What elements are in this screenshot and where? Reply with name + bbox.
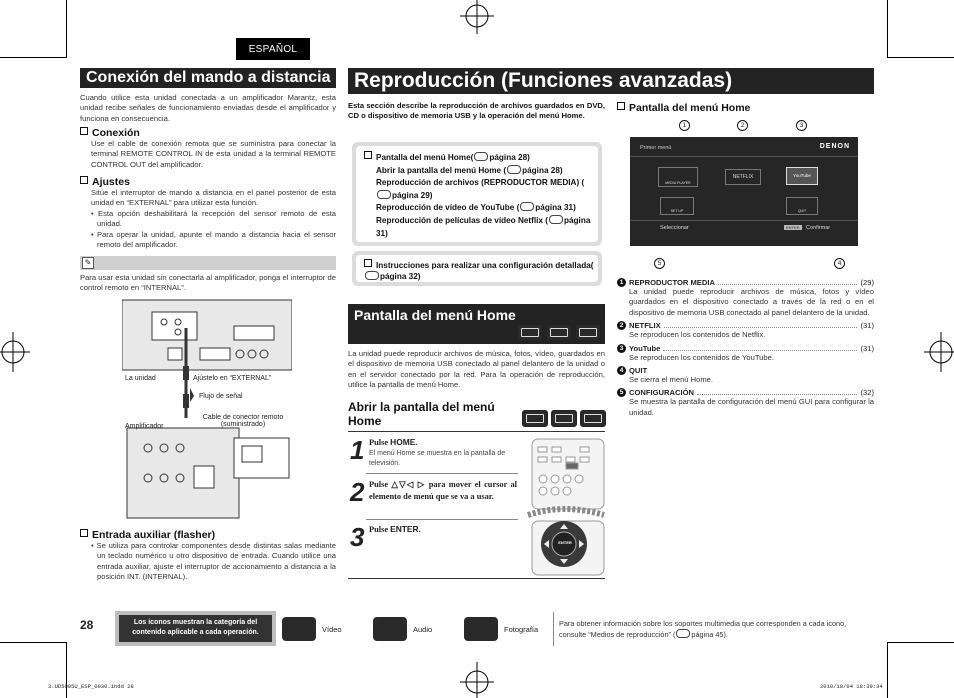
aux-text: • Se utiliza para controlar componentes desde distintas salas mediante un teclado numérico u otro dispositivo de entrada. Cuando utilice una entrada auxiliar, ajuste el interruptor de accionamiento a distancia a la posición INT. (INTERNAL). <box>91 541 336 582</box>
intro-text: Cuando utilice esta unidad conectada a un amplificador Marantz, esta unidad recibe señales de funcionamiento enviadas desde el amplificador y funciona en consecuencia. <box>80 93 336 123</box>
screen-top-label: Primer menú <box>640 145 672 151</box>
note-text: Para usar esta unidad sin conectarla al amplificador, ponga el interruptor de control remoto en “INTERNAL”. <box>80 273 336 293</box>
audio-label: Audio <box>413 625 433 634</box>
checkbox-icon <box>80 176 88 184</box>
nav-confirm-label: Confirmar <box>806 225 831 231</box>
photo-icon <box>580 410 606 427</box>
checkbox-icon <box>617 102 625 110</box>
reference-icon <box>507 165 521 174</box>
note-bar <box>80 256 336 270</box>
step-1-text: Pulse HOME. <box>369 437 418 447</box>
legend-outer <box>115 611 276 646</box>
toc-link[interactable]: Reproducción de archivos (REPRODUCTOR MEDIA) (página 29) <box>376 178 585 200</box>
reference-icon <box>549 215 563 224</box>
tile-media-player[interactable]: MEDIA PLAYER <box>658 167 698 187</box>
bullet-item: • Para operar la unidad, apunte el mando a distancia hacia el sensor remoto del amplificador. <box>91 229 336 250</box>
open-home-title: Abrir la pantalla del menú Home <box>348 400 495 428</box>
callout-number: 1 <box>679 120 690 131</box>
step-3-text: Pulse ENTER. <box>369 524 421 534</box>
toc-link[interactable]: Reproducción de vídeo de YouTube ( página 31) <box>376 203 576 213</box>
diagram-label-unit: La unidad <box>125 375 156 382</box>
diagram-label-amp: Amplificador <box>125 423 164 430</box>
toc-link[interactable]: Instrucciones para realizar una configuración detallada(página 32) <box>364 259 594 282</box>
toc-box-2 <box>352 251 602 286</box>
reference-icon <box>474 152 488 161</box>
menu-item: 4 QUIT Se cierra el menú Home. <box>617 366 874 385</box>
page-title: Reproducción (Funciones avanzadas) <box>348 68 874 94</box>
reference-icon <box>365 271 379 280</box>
callout-number: 2 <box>737 120 748 131</box>
menu-item: 5 CONFIGURACIÓN (32) Se muestra la pantalla de configuración del menú GUI para configurar la unidad. <box>617 388 874 418</box>
connection-diagram <box>122 298 292 523</box>
step-number: 1 <box>350 435 365 465</box>
photo-label: Fotografía <box>504 625 539 634</box>
diagram-label-cable: Cable de conector remoto (suministrado) <box>202 414 284 428</box>
category-icons <box>519 410 606 428</box>
note-icon: ✎ <box>82 257 94 269</box>
audio-icon <box>546 324 572 341</box>
language-tab: ESPAÑOL <box>236 38 310 60</box>
crop-mark <box>887 642 888 698</box>
category-icons <box>514 323 601 341</box>
toc-link[interactable]: Reproducción de películas de vídeo Netflix ( página 31) <box>376 215 591 238</box>
middle-intro: Esta sección describe la reproducción de archivos guardados en DVD, CD o dispositivo de memoria USB y la operación del menú Home. <box>348 101 605 121</box>
video-icon <box>282 617 316 641</box>
crop-mark <box>887 0 888 58</box>
home-menu-screen <box>630 137 858 246</box>
crop-mark <box>0 642 66 643</box>
checkbox-icon <box>80 127 88 135</box>
subheading-ajustes: Ajustes <box>80 176 130 188</box>
nav-select-label: Seleccionar <box>660 225 689 231</box>
subheading-home-screen: Pantalla del menú Home <box>617 102 750 114</box>
reference-icon <box>676 629 690 638</box>
crop-mark <box>0 57 66 58</box>
section-title-remote: Conexión del mando a distancia <box>80 68 336 88</box>
diagram-label-flow: Flujo de señal <box>199 393 243 400</box>
registration-mark <box>456 662 498 698</box>
video-icon <box>522 410 548 427</box>
registration-mark <box>924 330 954 374</box>
bullet-item: • Esta opción deshabilitará la recepción del sensor remoto de esta unidad. <box>91 208 336 229</box>
home-text: La unidad puede reproducir archivos de música, fotos, vídeo, guardados en el dispositivo de memoria USB conectado al panel delantero de la unidad o en el servidor conectado por la red. Para la operación de reproducción, utilice la pantalla de menú Home. <box>348 349 605 390</box>
date-info: 2010/10/04 18:39:34 <box>820 683 883 690</box>
registration-mark <box>456 0 498 34</box>
tile-quit[interactable]: QUIT <box>786 197 818 215</box>
video-label: Vídeo <box>322 625 342 634</box>
audio-icon <box>373 617 407 641</box>
tile-netflix[interactable]: NETFLIX <box>725 169 761 185</box>
step-1-sub: El menú Home se muestra en la pantalla de televisión. <box>369 450 506 467</box>
menu-item: 1 REPRODUCTOR MEDIA (29) La unidad puede reproducir archivos de música, fotos y vídeo guardados en el dispositivo conectado a través de la red o en el dispositivo de memoria USB conectado al panel delantero de la unidad. <box>617 278 874 318</box>
remote-illustration <box>524 435 606 577</box>
photo-icon <box>575 324 601 341</box>
toc-box <box>352 142 602 246</box>
subheading-aux: Entrada auxiliar (flasher) <box>80 529 215 541</box>
menu-item: 3 YouTube (31) Se reproducen los contenidos de YouTube. <box>617 344 874 363</box>
page-number: 28 <box>80 618 94 632</box>
nav-enter-key: ENTER <box>786 225 800 230</box>
tile-setup[interactable]: SET UP <box>660 197 694 215</box>
crop-mark <box>888 642 954 643</box>
menu-item: 2 NETFLIX (31) Se reproducen los contenidos de Netflix. <box>617 321 874 340</box>
callout-number: 3 <box>796 120 807 131</box>
step-number: 2 <box>350 477 365 507</box>
toc-list <box>364 151 596 240</box>
crop-mark <box>66 0 67 58</box>
toc-link[interactable]: Abrir la pantalla del menú Home ( página 28) <box>376 165 563 175</box>
crop-mark <box>888 57 954 58</box>
step-2-text: Pulse △▽◁ ▷ para mover el cursor al elemento de menú que se va a usar. <box>369 480 517 502</box>
callout-number: 4 <box>834 258 845 269</box>
callout-number: 5 <box>654 258 665 269</box>
media-info-text: Para obtener información sobre los soportes multimedia que corresponden a cada icono, consulte “Medios de reproducción” ( página 45). <box>559 619 847 639</box>
legend-box: Los iconos muestran la categoría del contenido aplicable a cada operación. <box>119 615 272 642</box>
photo-icon <box>464 617 498 641</box>
audio-icon <box>551 410 577 427</box>
step-number: 3 <box>350 522 365 552</box>
menu-item-list <box>617 278 874 418</box>
ajustes-text: Sitúe el interruptor de mando a distancia en el panel posterior de esta unidad en “EXTERNAL” para utilizar esta función. • Esta opción deshabilitará la recepción del sensor remoto de esta unidad. • Para operar la unidad, apunte el mando a distancia hacia el sensor remoto del amplificador. <box>91 188 336 250</box>
video-icon <box>517 324 543 341</box>
brand-logo: DENON <box>819 143 850 150</box>
reference-icon <box>377 190 391 199</box>
diagram-label-external: Ajústelo en “EXTERNAL” <box>193 375 272 382</box>
tile-youtube[interactable]: YouTube <box>786 167 818 185</box>
section-title-home: Pantalla del menú Home <box>348 304 605 344</box>
subheading-conexion: Conexión <box>80 127 140 139</box>
checkbox-icon <box>80 529 88 537</box>
remote-enter-label: ENTER <box>558 540 572 545</box>
reference-icon <box>520 202 534 211</box>
file-info: 3.UD5005U_ESP_0930.indd 28 <box>48 683 134 690</box>
registration-mark <box>0 330 30 374</box>
conexion-text: Use el cable de conexión remota que se suministra para conectar la terminal REMOTE CONTROL IN de esta unidad a la terminal REMOTE CONTROL OUT del amplificador. <box>91 139 336 169</box>
toc-link[interactable]: Pantalla del menú Home( página 28) <box>364 151 596 165</box>
